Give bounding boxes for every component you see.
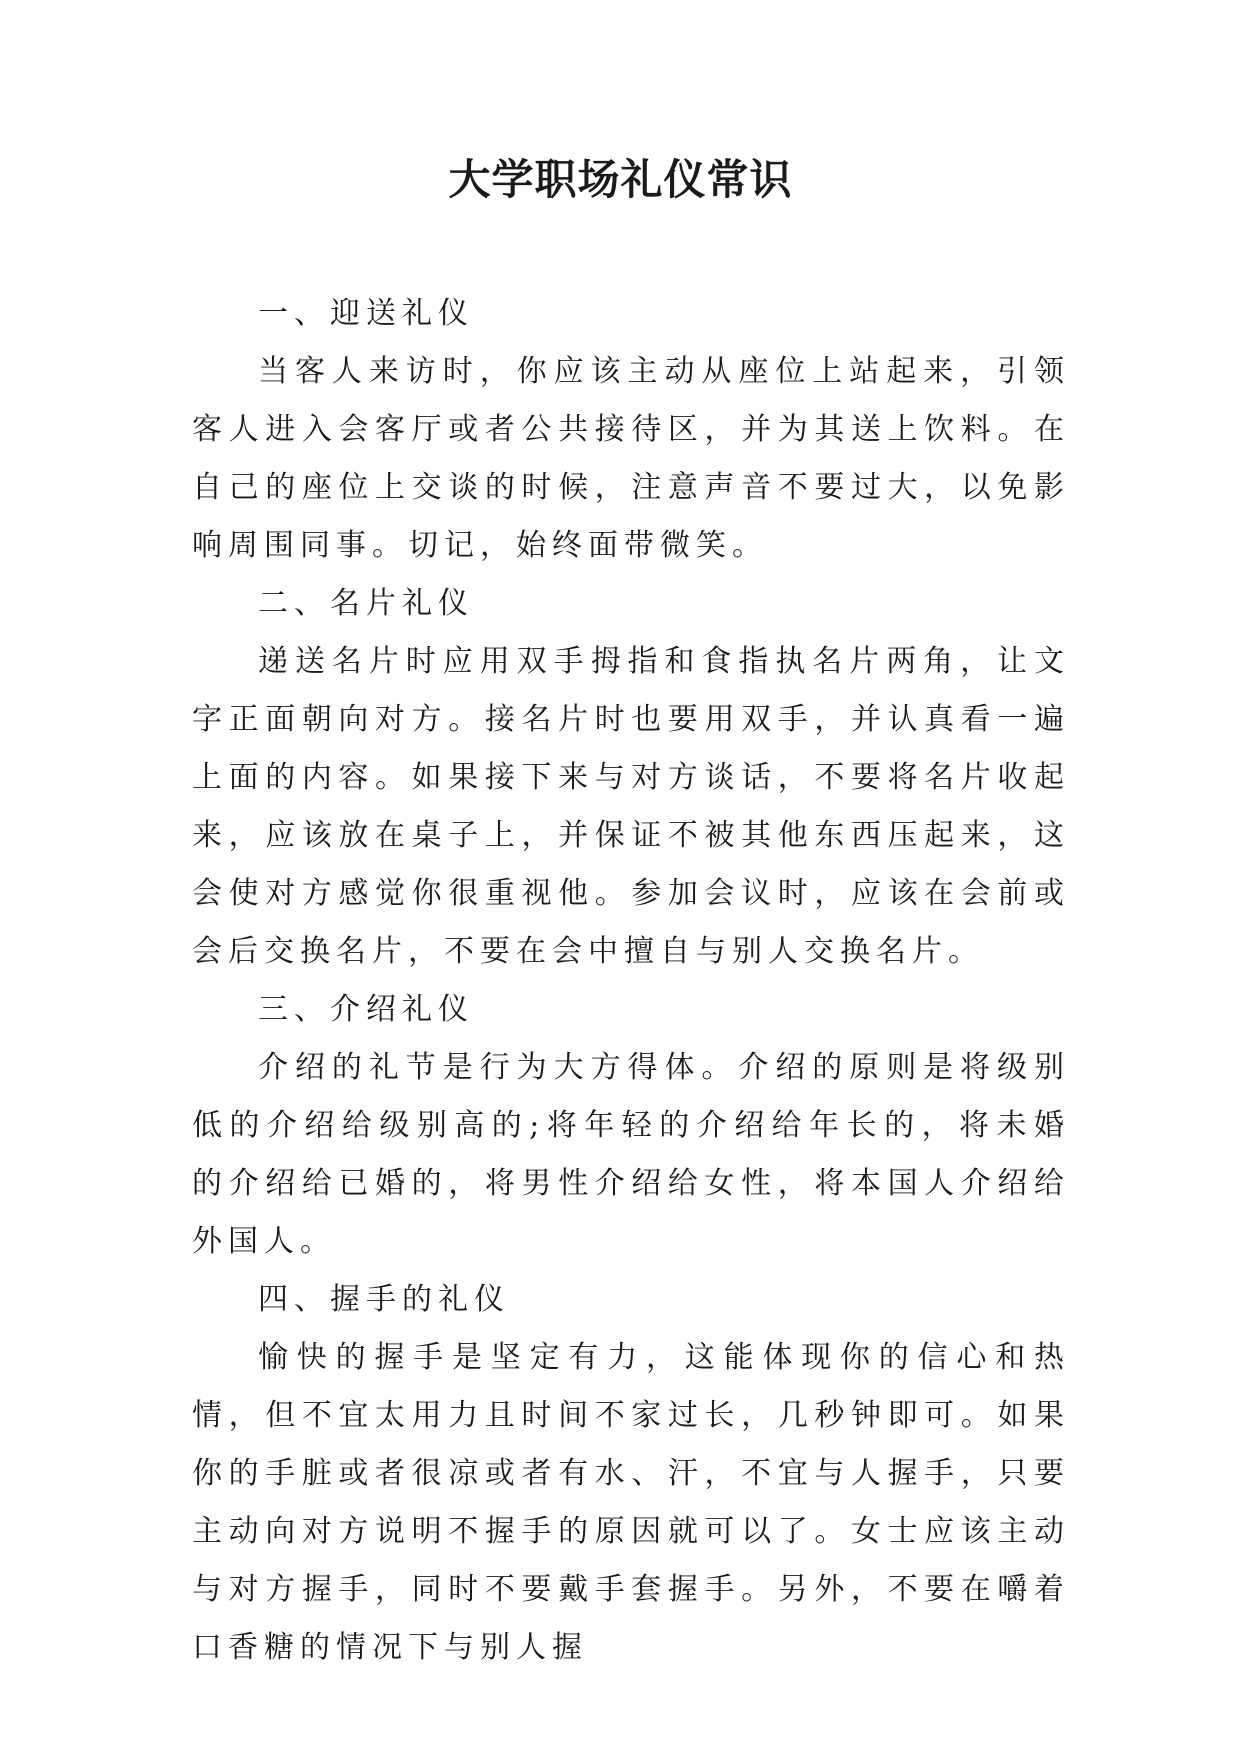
paragraph-introduction: 介绍的礼节是行为大方得体。介绍的原则是将级别低的介绍给级别高的;将年轻的介绍给年长的，将未婚的介绍给已婚的，将男性介绍给女性，将本国人介绍给外国人。: [192, 1050, 1070, 1259]
document-body: [192, 285, 1070, 1677]
section-heading-welcome: 一、迎送礼仪: [258, 296, 474, 331]
paragraph-welcome: 当客人来访时，你应该主动从座位上站起来，引领客人进入会客厅或者公共接待区，并为其送上饮料。在自己的座位上交谈的时候，注意声音不要过大，以免影响周围同事。切记，始终面带微笑。: [192, 354, 1070, 563]
document-title: 大学职场礼仪常识: [448, 155, 793, 204]
paragraph-business-card: 递送名片时应用双手拇指和食指执名片两角，让文字正面朝向对方。接名片时也要用双手，并认真看一遍上面的内容。如果接下来与对方谈话，不要将名片收起来，应该放在桌子上，并保证不被其他东西压起来，这会使对方感觉你很重视他。参加会议时，应该在会前或会后交换名片，不要在会中擅自与别人交换名片。: [192, 644, 1070, 969]
section-heading-introduction: 三、介绍礼仪: [258, 992, 474, 1027]
section-heading-business-card: 二、名片礼仪: [258, 586, 474, 621]
paragraph-handshake: 愉快的握手是坚定有力，这能体现你的信心和热情，但不宜太用力且时间不家过长，几秒钟即可。如果你的手脏或者很凉或者有水、汗，不宜与人握手，只要主动向对方说明不握手的原因就可以了。女士应该主动与对方握手，同时不要戴手套握手。另外，不要在嚼着口香糖的情况下与别人握: [192, 1340, 1070, 1665]
section-heading-handshake: 四、握手的礼仪: [258, 1282, 510, 1317]
